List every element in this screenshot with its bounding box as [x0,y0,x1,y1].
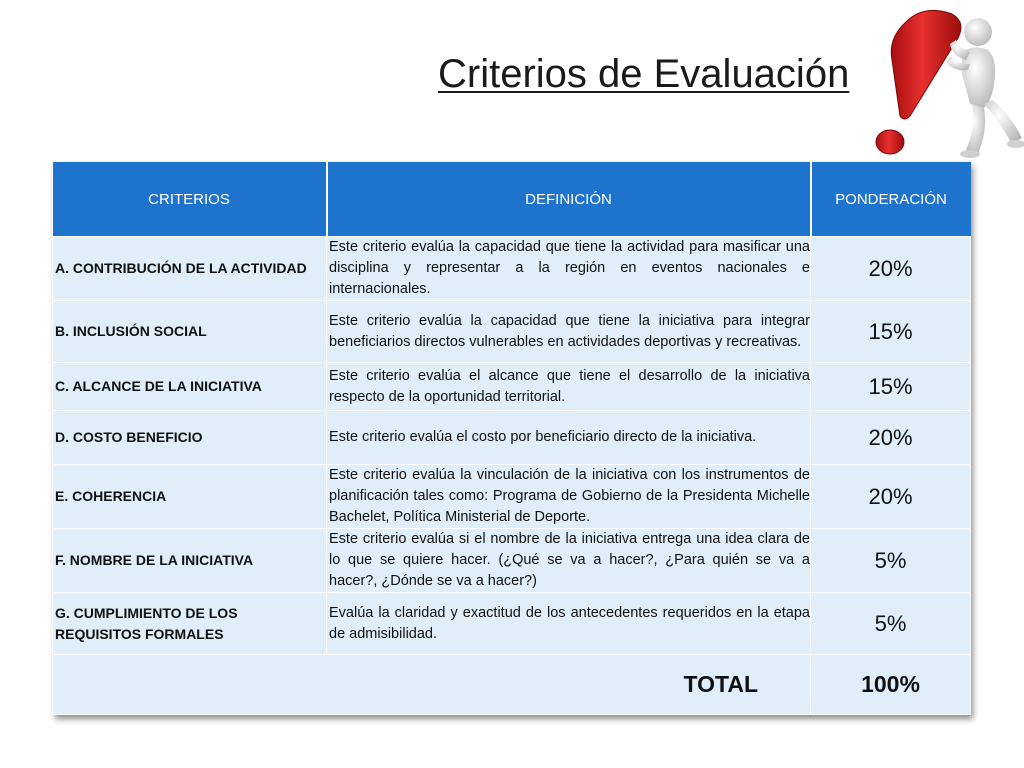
header-criterios: CRITERIOS [53,162,327,237]
header-ponderacion: PONDERACIÓN [811,162,971,237]
criterio-cell: F. NOMBRE DE LA INICIATIVA [53,529,327,593]
table-row [53,465,971,529]
table-row [53,301,971,363]
criterio-cell: G. CUMPLIMIENTO DE LOS REQUISITOS FORMALES [53,593,327,655]
criterio-cell: A. CONTRIBUCIÓN DE LA ACTIVIDAD [53,237,327,301]
criterio-cell: D. COSTO BENEFICIO [53,411,327,465]
total-label: TOTAL [53,655,811,715]
page-title: Criterios de Evaluación [438,52,850,96]
definicion-cell: Este criterio evalúa la capacidad que tiene la actividad para masificar una disciplina y representar a la región en eventos nacionales e internacionales. [327,237,811,301]
table-row [53,411,971,465]
total-row [53,655,971,715]
table-row [53,237,971,301]
definicion-cell: Este criterio evalúa el alcance que tiene el desarrollo de la iniciativa respecto de la oportunidad territorial. [327,363,811,411]
criterio-cell: E. COHERENCIA [53,465,327,529]
ponderacion-cell: 20% [811,465,971,529]
definicion-cell: Este criterio evalúa la vinculación de la iniciativa con los instrumentos de planificación tales como: Programa de Gobierno de la Presidenta Michelle Bachelet, Política Ministerial de Deporte. [327,465,811,529]
ponderacion-cell: 20% [811,411,971,465]
definicion-cell: Este criterio evalúa si el nombre de la iniciativa entrega una idea clara de lo que se quiere hacer. (¿Qué se va a hacer?, ¿Para quién se va a hacer?, ¿Dónde se va a hacer?) [327,529,811,593]
definicion-cell: Este criterio evalúa el costo por beneficiario directo de la iniciativa. [327,411,811,465]
table-row [53,529,971,593]
ponderacion-cell: 5% [811,593,971,655]
ponderacion-cell: 5% [811,529,971,593]
definicion-cell: Evalúa la claridad y exactitud de los antecedentes requeridos en la etapa de admisibilidad. [327,593,811,655]
criterio-cell: C. ALCANCE DE LA INICIATIVA [53,363,327,411]
ponderacion-cell: 20% [811,237,971,301]
table-row [53,363,971,411]
total-value: 100% [811,655,971,715]
table-header-row [53,162,971,237]
ponderacion-cell: 15% [811,363,971,411]
definicion-cell: Este criterio evalúa la capacidad que tiene la iniciativa para integrar beneficiarios directos vulnerables en actividades deportivas y recreativas. [327,301,811,363]
table-row [53,593,971,655]
criteria-table [52,162,970,715]
ponderacion-cell: 15% [811,301,971,363]
header-definicion: DEFINICIÓN [327,162,811,237]
exclamation-figure-icon [866,4,1024,164]
criterio-cell: B. INCLUSIÓN SOCIAL [53,301,327,363]
